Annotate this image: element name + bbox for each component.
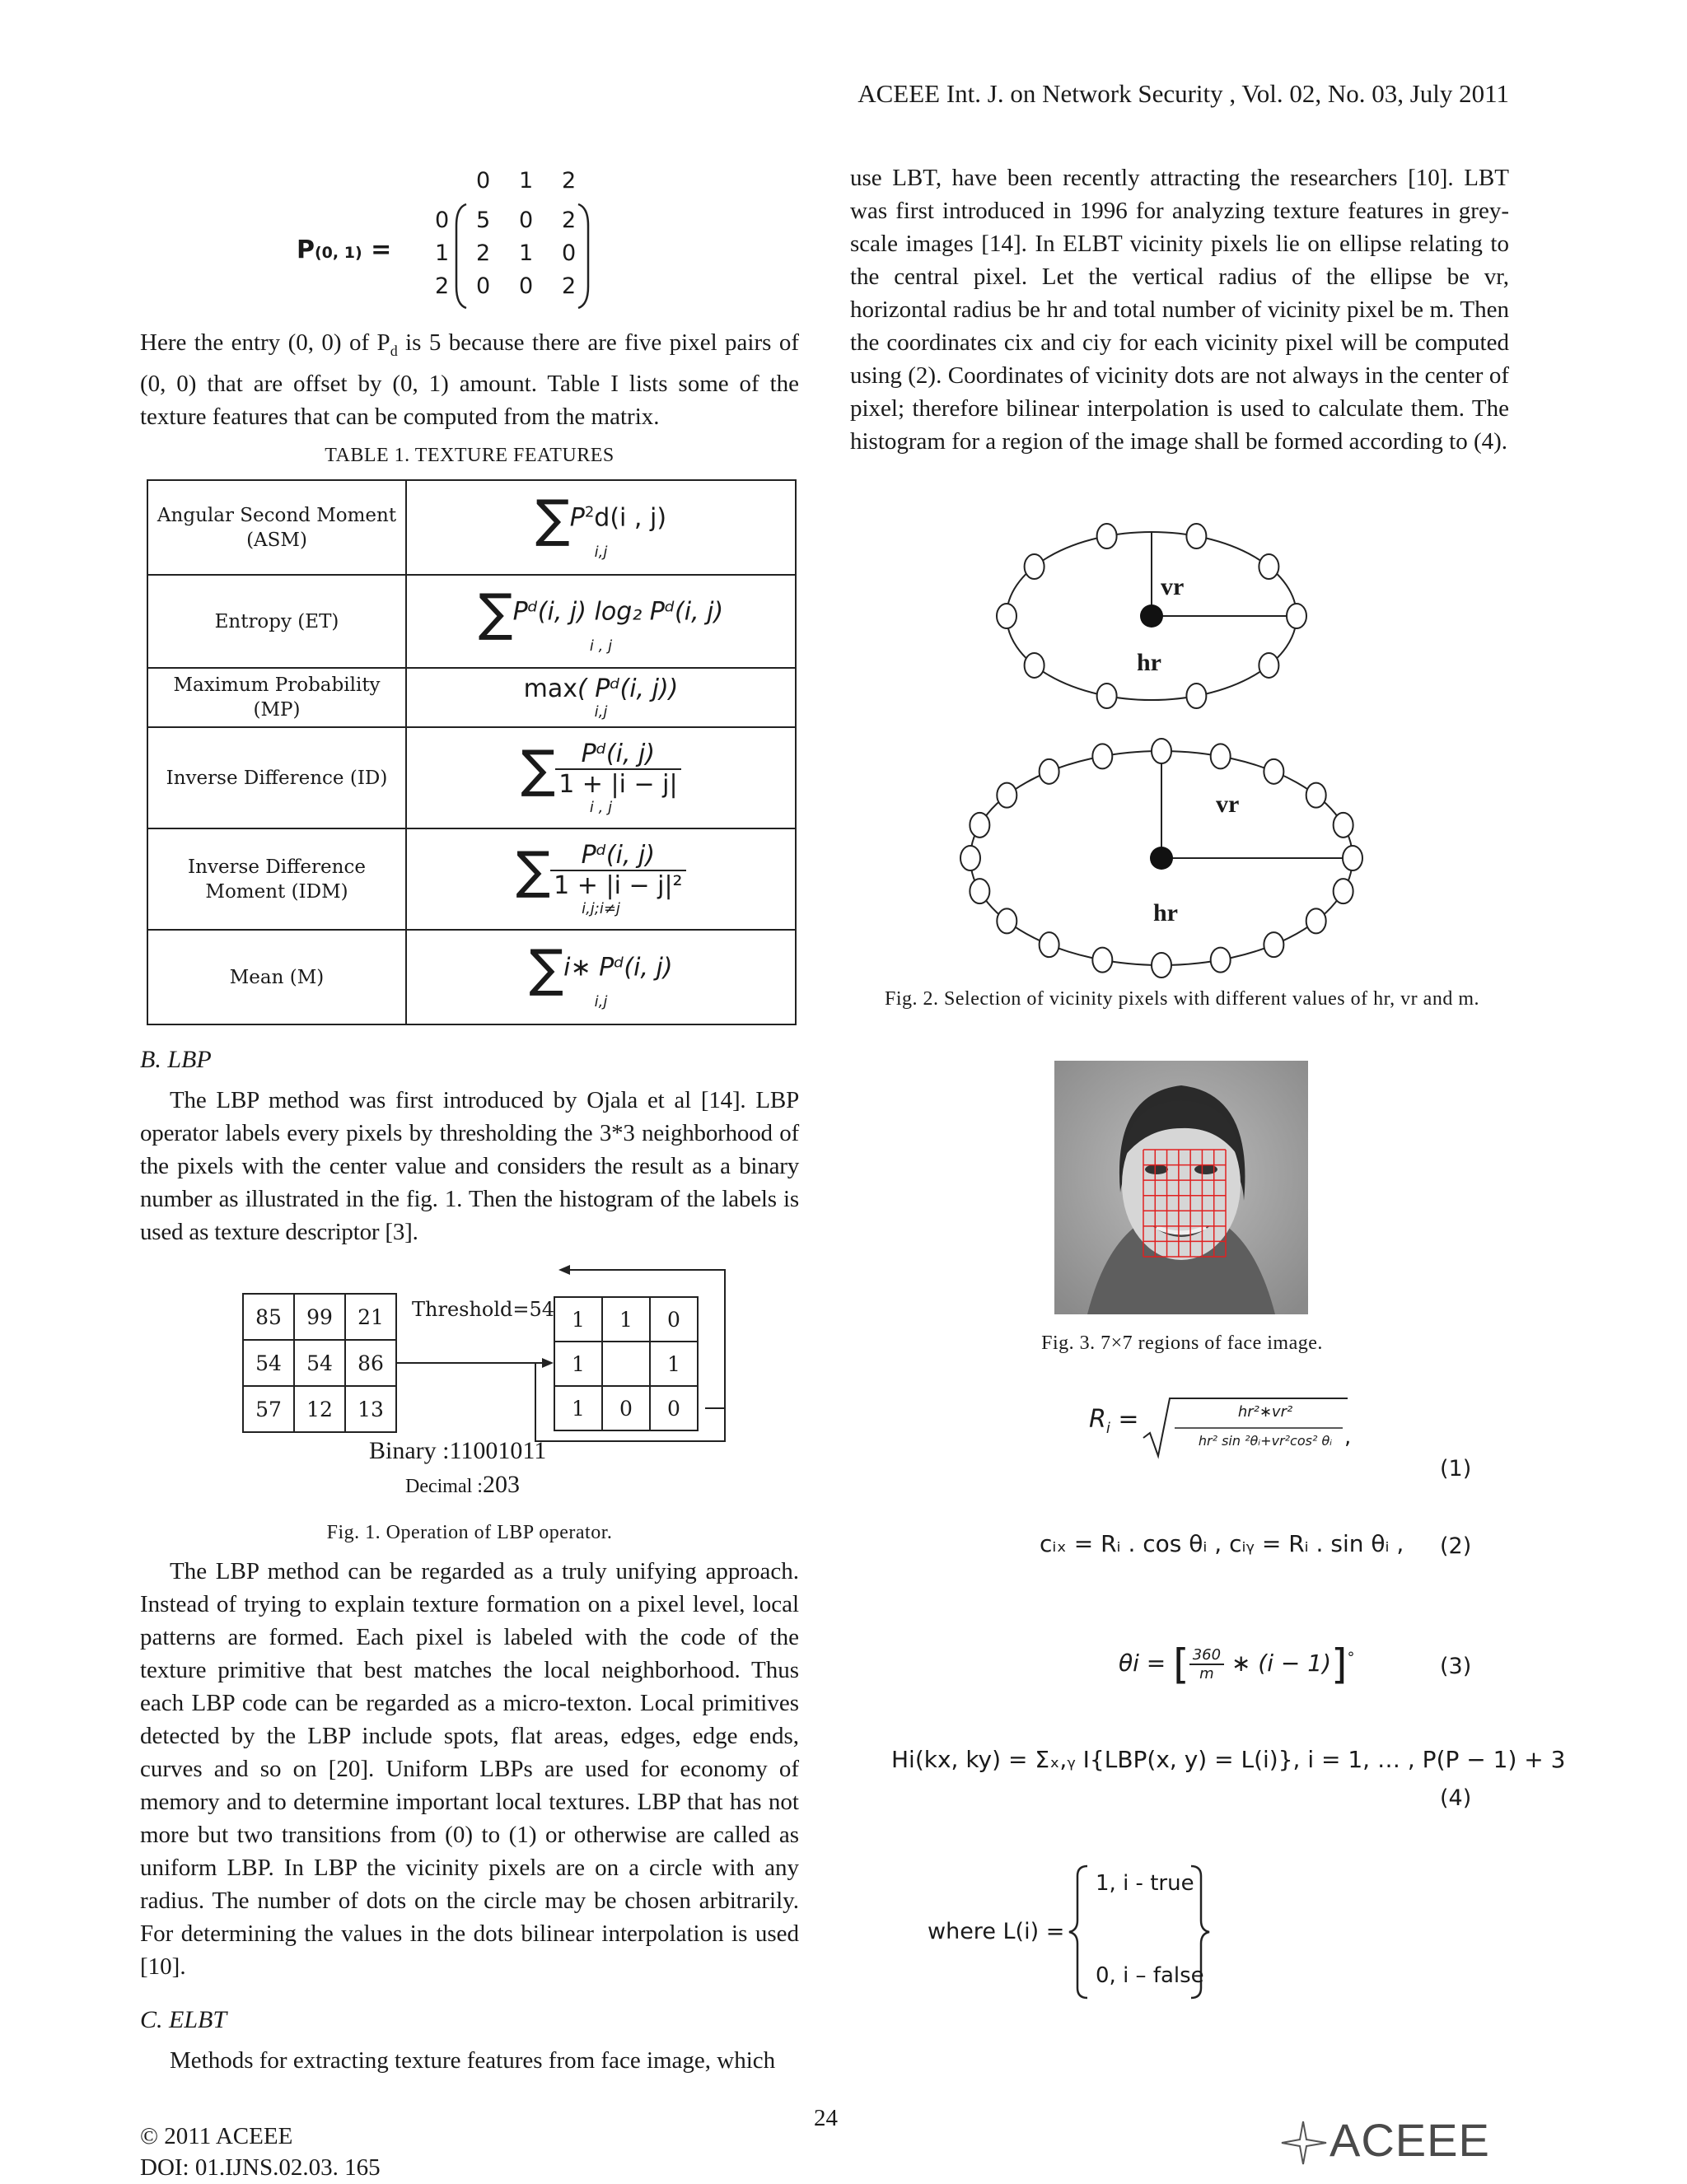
lbp-cell: 12 <box>293 1385 346 1433</box>
ellipse2-vicinity-dot <box>997 908 1016 933</box>
logo-star-icon <box>1277 2118 1331 2168</box>
ellipse2-vicinity-dot <box>1092 744 1112 768</box>
section-c-heading: C. ELBT <box>140 2006 227 2033</box>
lbp-out-cell: 1 <box>649 1341 699 1387</box>
ellipse1-vicinity-dot <box>1186 524 1206 548</box>
equation-4: Hi(kx, ky) = Σₓ,ᵧ I{LBP(x, y) = L(i)}, i = 1, … , P(P − 1) + 3 <box>891 1746 1566 1773</box>
lbp-out-cell: 1 <box>554 1385 603 1431</box>
footer-copyright: © 2011 ACEEE <box>140 2123 293 2149</box>
ellipse2-hr-label: hr <box>1153 899 1178 926</box>
ellipse2-vicinity-dot <box>1152 953 1171 978</box>
table-row: Maximum Probability (MP) max( Pᵈ(i, j)) i,j <box>147 668 796 727</box>
ellipse1-vicinity-dot <box>1025 554 1044 579</box>
ellipse1-vicinity-dot <box>1097 684 1117 708</box>
ellipse2-center-dot <box>1150 847 1173 870</box>
ellipse2-vicinity-dot <box>970 879 989 903</box>
equation-3-number: (3) <box>1440 1654 1472 1679</box>
section-b-heading: B. LBP <box>140 1046 212 1073</box>
ellipse2-vicinity-dot <box>1343 846 1362 870</box>
ellipse2-vr-label: vr <box>1216 791 1240 818</box>
equation-1-number: (1) <box>1440 1456 1472 1482</box>
ellipse1-vicinity-dot <box>1259 554 1278 579</box>
section-b-para: The LBP method was first introduced by Ojala et al [14]. LBP operator labels every pixels by thresholding the 3*3 neighborhood of the pixels with the center value and considers the result as a binary number as illustrated in the fig. 1. Then the histogram of the labels is used as texture descriptor [3]. <box>140 1087 799 1245</box>
ellipse1-vicinity-dot <box>1186 684 1206 708</box>
footer-doi: DOI: 01.IJNS.02.03. 165 <box>140 2154 381 2181</box>
texture-features-table <box>147 479 797 1025</box>
lbp-out-cell: 1 <box>601 1296 651 1342</box>
lbp-cell: 86 <box>344 1339 397 1387</box>
ellipse2-vicinity-dot <box>970 813 989 838</box>
ellipse2-vicinity-dot <box>1264 759 1283 784</box>
equation-1-comma: , <box>1344 1425 1352 1449</box>
lbp-cell: 13 <box>344 1385 397 1433</box>
ellipse2-vicinity-dot <box>1306 908 1326 933</box>
equation-4-number: (4) <box>1440 1785 1472 1811</box>
fig1-caption: Fig. 1. Operation of LBP operator. <box>326 1522 613 1543</box>
ellipse1-vicinity-dot <box>997 604 1016 628</box>
lbp-out-cell: 1 <box>554 1296 603 1342</box>
right-para-1: use LBT, have been recently attracting the researchers [10]. LBT was first introduced in 1996 for analyzing texture features in grey-scale images [14]. In ELBT vicinity pixels lie on ellipse relating to the central pixel. Let the vertical radius of the ellipse be vr, horizontal radius be hr and total number of vicinity pixel be m. Then the coordinates cix and ciy for each vicinity pixel will be computed using (2). Coordinates of vicinity dots are not always in the center of pixel; therefore bilinear interpolation is used to calculate them. The histogram for a region of the image shall be formed according to (4). <box>850 165 1509 455</box>
left-para-1: Here the entry (0, 0) of $P_d$ is 5 because there are five pixel pairs of (0, 0) that are offset by (0, 1) amount. Table I lists some of the texture features that can be computed from the matrix. <box>140 329 799 430</box>
equation-1-denominator: hr² sin ²θᵢ+vr²cos² θᵢ <box>1198 1433 1333 1449</box>
ellipse2-vicinity-dot <box>1152 739 1171 763</box>
face-image <box>1054 1061 1308 1314</box>
lbp-out-cell: 1 <box>554 1341 603 1387</box>
ellipse2-vicinity-dot <box>1306 783 1326 808</box>
ellipse1-center-dot <box>1140 604 1163 628</box>
ellipse1-hr-label: hr <box>1137 649 1161 676</box>
equation-3: θi = [ $\frac{360}{m}$ ∗ (i − 1)]° <box>1119 1640 1355 1688</box>
equation-2: cᵢₓ = Rᵢ . cos θᵢ , cᵢᵧ = Rᵢ . sin θᵢ , <box>1040 1530 1404 1557</box>
lbp-decimal: Decimal :203 <box>405 1471 520 1498</box>
ellipse2-vicinity-dot <box>960 846 980 870</box>
ellipse2-vicinity-dot <box>1264 932 1283 957</box>
ellipse2-vicinity-dot <box>997 783 1016 808</box>
lbp-figure <box>239 1260 733 1458</box>
where-label: where L(i) = <box>928 1919 1065 1944</box>
table-row: Entropy (ET) ∑Pᵈ(i, j) log₂ Pᵈ(i, j) i , j <box>147 575 796 668</box>
ellipse2-vicinity-dot <box>1211 948 1231 973</box>
fig3-caption: Fig. 3. 7×7 regions of face image. <box>1041 1332 1323 1354</box>
lbp-cell: 54 <box>242 1339 295 1387</box>
left-para-c1: The LBP method can be regarded as a truly unifying approach. Instead of trying to explain texture formation on a pixel level, local patterns are formed. Each pixel is labeled with the code of the texture primitive that best matches the local neighborhood. Thus each LBP code can be regarded as a micro-texton. Local primitives detected by the LBP include spots, flat areas, edges, edge ends, curves and so on [20]. Uniform LBPs are used for economy of memory and to determine important local textures. LBP that has not more but two transitions from (0) to (1) or otherwise are called as uniform LBP. In LBP the vicinity pixels are on a circle with any radius. The number of dots on the circle may be chosen arbitrarily. For determining the values in the dots bilinear interpolation is used [10]. <box>140 1558 799 1980</box>
left-para-c2: Methods for extracting texture features from face image, which <box>170 2047 776 2074</box>
lbp-cell: 85 <box>242 1293 295 1341</box>
matrix-row-headers: 0 1 2 <box>435 208 450 299</box>
table-row: Inverse Difference Moment (IDM) ∑ $\frac{\text{Pᵈ(i, j)}}{\text{1 + |i − j|²}}$ i,j;i≠j <box>147 828 796 930</box>
ellipse2-vicinity-dot <box>1040 759 1059 784</box>
threshold-label: Threshold=54 <box>412 1298 555 1321</box>
where-false: 0, i – false <box>1096 1963 1204 1988</box>
table-row: Mean (M) ∑i∗ Pᵈ(i, j) i,j <box>147 930 796 1024</box>
page-number: 24 <box>814 2105 838 2131</box>
cooccurrence-matrix: P(0, 1) = 0 1 2 0 1 2 5 0 2 2 1 0 0 0 2 <box>297 168 610 316</box>
lbp-out-cell: 0 <box>649 1385 699 1431</box>
matrix-values: 5 0 2 2 1 0 0 0 2 <box>476 208 577 299</box>
fig2-caption: Fig. 2. Selection of vicinity pixels with different values of hr, vr and m. <box>885 988 1479 1010</box>
face-region-grid <box>1054 1061 1308 1314</box>
table-row: Angular Second Moment (ASM) $\sum P^2d(i$ , j) i,j <box>147 480 796 575</box>
aceee-logo: ACEEE <box>1277 2113 1516 2171</box>
ellipse2-vicinity-dot <box>1334 813 1353 838</box>
lbp-binary: Binary :11001011 <box>369 1437 547 1464</box>
lbp-cell: 99 <box>293 1293 346 1341</box>
equation-2-number: (2) <box>1440 1533 1472 1559</box>
equation-1-numerator: hr²∗vr² <box>1237 1403 1293 1421</box>
ellipse1-vicinity-dot <box>1025 653 1044 678</box>
lbp-out-cell: 0 <box>601 1385 651 1431</box>
ellipse1-vicinity-dot <box>1097 524 1117 548</box>
lbp-arrows <box>239 1260 733 1458</box>
table-caption: TABLE 1. TEXTURE FEATURES <box>325 445 615 466</box>
ellipse2-vicinity-dot <box>1040 932 1059 957</box>
running-header: ACEEE Int. J. on Network Security , Vol. 02, No. 03, July 2011 <box>858 79 1509 108</box>
lbp-cell: 57 <box>242 1385 295 1433</box>
where-true: 1, i - true <box>1096 1871 1194 1896</box>
equation-1: $R_i$ = <box>1089 1405 1139 1437</box>
ellipse2-vicinity-dot <box>1334 879 1353 903</box>
ellipse2-vicinity-dot <box>1092 948 1112 973</box>
table-row: Inverse Difference (ID) ∑ $\frac{\text{Pᵈ(i, j)}}{1 + |i - j|}$ i , j <box>147 727 796 828</box>
ellipse1-vicinity-dot <box>1287 604 1306 628</box>
ellipse2-vicinity-dot <box>1211 744 1231 768</box>
lbp-cell: 21 <box>344 1293 397 1341</box>
ellipse1-vicinity-dot <box>1259 653 1278 678</box>
lbp-cell: 54 <box>293 1339 346 1387</box>
ellipse1-vr-label: vr <box>1161 573 1185 600</box>
lbp-out-cell: 0 <box>649 1296 699 1342</box>
matrix-label: P(0, 1) = <box>297 236 392 264</box>
